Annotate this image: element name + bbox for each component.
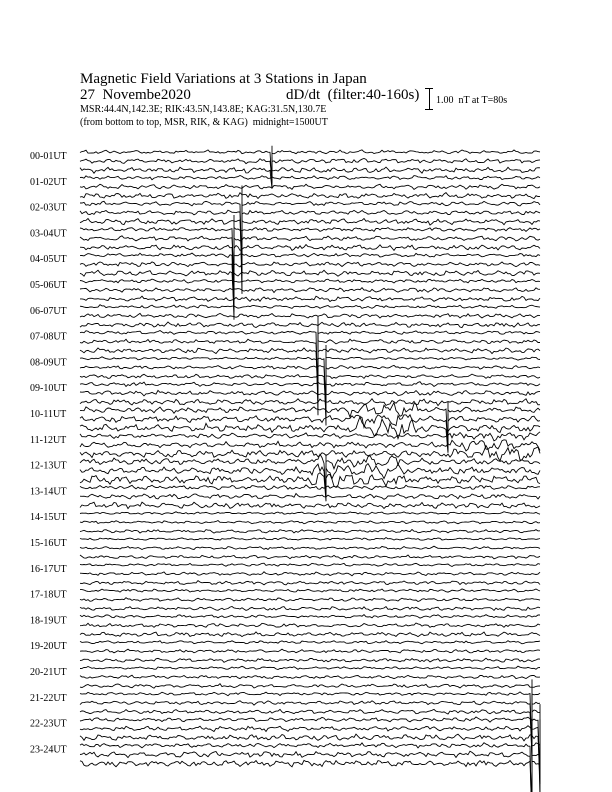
trace-04-05UT-RIK bbox=[80, 257, 540, 303]
trace-02-03UT-KAG bbox=[80, 186, 540, 294]
row-label-17-18UT: 17-18UT bbox=[30, 589, 67, 601]
trace-14-15UT-MSR bbox=[80, 530, 540, 534]
trace-07-08UT-RIK bbox=[80, 332, 540, 391]
trace-03-04UT-MSR bbox=[80, 239, 540, 291]
trace-19-20UT-MSR bbox=[80, 658, 540, 662]
trace-16-17UT-KAG bbox=[80, 563, 540, 566]
trace-18-19UT-KAG bbox=[80, 615, 540, 619]
trace-09-10UT-KAG bbox=[80, 382, 540, 387]
row-label-21-22UT: 21-22UT bbox=[30, 692, 67, 704]
trace-13-14UT-RIK bbox=[80, 494, 540, 500]
trace-05-06UT-RIK bbox=[80, 288, 540, 293]
trace-14-15UT-KAG bbox=[80, 512, 540, 515]
row-label-11-12UT: 11-12UT bbox=[30, 434, 67, 446]
row-label-18-19UT: 18-19UT bbox=[30, 615, 67, 627]
trace-21-22UT-KAG bbox=[80, 679, 540, 766]
trace-12-13UT-KAG bbox=[80, 454, 540, 497]
stations-label: MSR:44.4N,142.3E; RIK:43.5N,143.8E; KAG:31.5N,130.7E bbox=[80, 104, 327, 115]
trace-09-10UT-RIK bbox=[80, 390, 540, 396]
trace-15-16UT-MSR bbox=[80, 555, 540, 559]
row-label-15-16UT: 15-16UT bbox=[30, 538, 67, 549]
trace-03-04UT-KAG bbox=[80, 215, 540, 302]
trace-06-07UT-RIK bbox=[80, 313, 540, 318]
row-label-07-08UT: 07-08UT bbox=[30, 331, 67, 343]
filter-label: dD/dt (filter:40-160s) bbox=[286, 87, 420, 103]
trace-08-09UT-RIK bbox=[80, 359, 540, 407]
row-label-19-20UT: 19-20UT bbox=[30, 641, 67, 653]
trace-11-12UT-MSR bbox=[80, 446, 540, 461]
trace-16-17UT-RIK bbox=[80, 572, 540, 576]
row-label-20-21UT: 20-21UT bbox=[30, 667, 67, 678]
trace-01-02UT-MSR bbox=[80, 193, 540, 199]
row-label-12-13UT: 12-13UT bbox=[30, 460, 67, 472]
trace-20-21UT-MSR bbox=[80, 684, 540, 689]
trace-23-24UT-MSR bbox=[80, 752, 540, 792]
trace-02-03UT-RIK bbox=[80, 202, 540, 267]
scale-label: 1.00 nT at T=80s bbox=[436, 95, 508, 106]
trace-10-11UT-MSR bbox=[80, 417, 540, 453]
trace-11-12UT-RIK bbox=[80, 440, 540, 451]
row-label-13-14UT: 13-14UT bbox=[30, 486, 67, 498]
trace-19-20UT-KAG bbox=[80, 641, 540, 644]
row-label-06-07UT: 06-07UT bbox=[30, 305, 67, 317]
row-label-08-09UT: 08-09UT bbox=[30, 357, 67, 369]
trace-18-19UT-RIK bbox=[80, 623, 540, 627]
trace-23-24UT-RIK bbox=[80, 743, 540, 792]
row-label-04-05UT: 04-05UT bbox=[30, 254, 67, 266]
row-label-09-10UT: 09-10UT bbox=[30, 383, 67, 395]
trace-08-09UT-MSR bbox=[80, 368, 540, 416]
trace-11-12UT-KAG bbox=[80, 432, 540, 441]
row-label-14-15UT: 14-15UT bbox=[30, 512, 67, 524]
trace-22-23UT-MSR bbox=[80, 728, 540, 784]
row-label-22-23UT: 22-23UT bbox=[30, 718, 67, 730]
trace-09-10UT-MSR bbox=[80, 399, 540, 406]
row-label-01-02UT: 01-02UT bbox=[30, 176, 67, 188]
row-label-23-24UT: 23-24UT bbox=[30, 744, 67, 756]
trace-17-18UT-MSR bbox=[80, 607, 540, 611]
trace-23-24UT-KAG bbox=[80, 727, 540, 792]
trace-01-02UT-RIK bbox=[80, 184, 540, 189]
trace-14-15UT-RIK bbox=[80, 521, 540, 524]
row-label-00-01UT: 00-01UT bbox=[30, 151, 67, 162]
trace-00-01UT-RIK bbox=[80, 157, 540, 179]
row-label-03-04UT: 03-04UT bbox=[30, 228, 67, 240]
row-label-10-11UT: 10-11UT bbox=[30, 409, 67, 420]
row-label-16-17UT: 16-17UT bbox=[30, 563, 67, 575]
trace-04-05UT-MSR bbox=[80, 266, 540, 312]
trace-16-17UT-MSR bbox=[80, 581, 540, 585]
trace-18-19UT-MSR bbox=[80, 632, 540, 637]
trace-20-21UT-RIK bbox=[80, 675, 540, 678]
trace-07-08UT-MSR bbox=[80, 341, 540, 400]
row-label-05-06UT: 05-06UT bbox=[30, 280, 67, 291]
chart-title: Magnetic Field Variations at 3 Stations in Japan bbox=[80, 71, 367, 87]
trace-22-23UT-KAG bbox=[80, 704, 540, 792]
trace-13-14UT-MSR bbox=[80, 502, 540, 508]
trace-07-08UT-KAG bbox=[80, 316, 540, 415]
trace-15-16UT-KAG bbox=[80, 538, 540, 541]
trace-17-18UT-RIK bbox=[80, 598, 540, 602]
trace-06-07UT-MSR bbox=[80, 322, 540, 328]
trace-05-06UT-MSR bbox=[80, 296, 540, 301]
date-label: 27 Novembe2020 bbox=[80, 87, 191, 103]
trace-08-09UT-KAG bbox=[80, 345, 540, 426]
trace-19-20UT-RIK bbox=[80, 649, 540, 653]
trace-15-16UT-RIK bbox=[80, 546, 540, 549]
order-note: (from bottom to top, MSR, RIK, & KAG) midnight=1500UT bbox=[80, 117, 328, 128]
trace-06-07UT-KAG bbox=[80, 305, 540, 309]
trace-13-14UT-KAG bbox=[80, 485, 540, 490]
row-label-02-03UT: 02-03UT bbox=[30, 202, 67, 214]
trace-01-02UT-KAG bbox=[80, 176, 540, 180]
trace-05-06UT-KAG bbox=[80, 279, 540, 283]
trace-17-18UT-KAG bbox=[80, 589, 540, 592]
trace-20-21UT-KAG bbox=[80, 666, 540, 669]
